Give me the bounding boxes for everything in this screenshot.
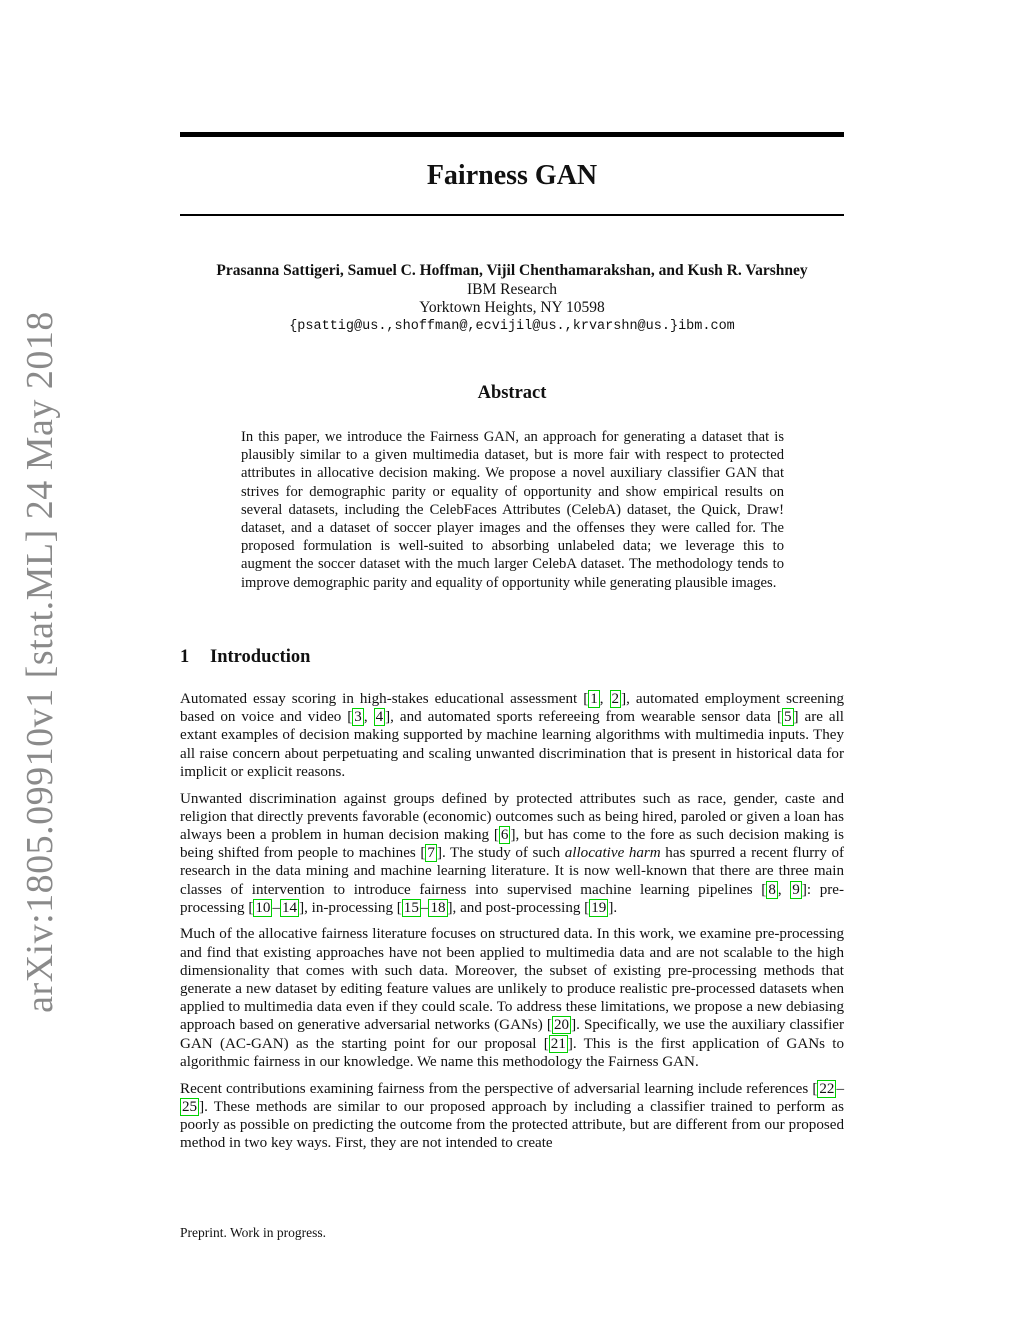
text-run: ] are all extant examples of decision making supported by machine learning algorithms with multimedia inputs. They all raise concern about perpetuating and scaling unwanted discrimination that is present in historical data for implicit or explicit reasons. xyxy=(180,709,844,780)
paper-title: Fairness GAN xyxy=(426,160,598,191)
title-rule-top xyxy=(180,132,844,137)
abstract-text: In this paper, we introduce the Fairness GAN, an approach for generating a dataset that is plausibly similar to a given multimedia dataset, but is more fair with respect to protected attributes in allocative decision making. We propose a novel auxiliary classifier GAN that strives for demographic parity or equality of opportunity and show empirical results on several datasets, including the CelebFaces Attributes (CelebA) dataset, the Quick, Draw! dataset, and a dataset of soccer player images and the offenses they were called for. The proposed formulation is well-suited to absorbing unlabeled data; we leverage this to augment the soccer dataset with the much larger CelebA dataset. The methodology tends to improve demographic parity and equality of opportunity while generating plausible images. xyxy=(241,429,784,591)
citation-link[interactable]: 3 xyxy=(354,709,362,726)
citation-link[interactable]: 14 xyxy=(282,899,298,916)
citation-link[interactable]: 25 xyxy=(182,1098,198,1115)
paragraph-4 xyxy=(180,1080,844,1153)
text-run: Much of the allocative fairness literature focuses on structured data. In this work, we examine pre-processing and find that existing approaches have not been applied to multimedia data and are not scalable to the high dimensionality that comes with such data. Moreover, the subset of existing pre-processing methods that generate a new dataset by editing feature values are unlikely to produce realistic pre-processed datasets when applied to multimedia data even if they could scale. To address these limitations, we propose a new debiasing approach based on generative adversarial networks (GANs) [ xyxy=(180,926,844,1034)
author-affiliation: IBM Research xyxy=(467,280,557,298)
citation-link[interactable]: 5 xyxy=(783,709,792,726)
text-run: – xyxy=(836,1080,844,1097)
footer-note: Preprint. Work in progress. xyxy=(180,1225,327,1240)
arxiv-identifier-text: arXiv:1805.09910v1 [stat.ML] 24 May 2018 xyxy=(19,311,61,1013)
paragraph-3 xyxy=(180,925,844,1071)
paragraph-2 xyxy=(180,790,844,917)
paragraph-1 xyxy=(180,690,844,781)
abstract-heading: Abstract xyxy=(477,383,547,403)
title-rule-bottom xyxy=(180,214,844,216)
text-run: ], and post-processing [ xyxy=(447,899,590,916)
citation-link[interactable]: 7 xyxy=(427,845,435,862)
citation-link[interactable]: 20 xyxy=(553,1017,570,1034)
citation-link[interactable]: 10 xyxy=(255,899,271,916)
text-run: ]: pre-processing [ xyxy=(180,881,844,916)
section-number: 1 xyxy=(180,647,190,667)
citation-link[interactable]: 15 xyxy=(403,899,419,916)
emphasis-allocative-harm: allocative harm xyxy=(564,845,661,862)
text-run: , xyxy=(599,691,610,707)
citation-link[interactable]: 2 xyxy=(611,691,620,707)
author-address: Yorktown Heights, NY 10598 xyxy=(419,299,605,316)
citation-link[interactable]: 9 xyxy=(792,881,800,898)
citation-link[interactable]: 22 xyxy=(819,1080,835,1097)
text-run: ]. The study of such xyxy=(436,845,565,862)
text-run: ], and automated sports refereeing from wearable sensor data [ xyxy=(385,709,782,726)
text-run: Recent contributions examining fairness from the perspective of adversarial learning include references [ xyxy=(180,1080,818,1097)
text-run: ]. Specifically, we use the auxiliary classifier GAN (AC-GAN) as the starting point for our proposal [ xyxy=(180,1017,845,1052)
text-run: Automated essay scoring in high-stakes educational assessment [ xyxy=(180,691,589,707)
text-run: ]. This is the first application of GANs to algorithmic fairness in our knowledge. We name this methodology the Fairness GAN. xyxy=(180,1035,845,1070)
text-run: ]. These methods are similar to our proposed approach by including a classifier trained to perform as poorly as possible on predicting the outcome from the protected attribute, but are different from our proposed method in two key ways. First, they are not intended to create xyxy=(180,1098,844,1152)
citation-link[interactable]: 19 xyxy=(591,899,607,916)
text-run: , xyxy=(777,881,791,898)
text-run: , xyxy=(363,709,374,726)
author-block xyxy=(180,262,844,336)
author-names: Prasanna Sattigeri, Samuel C. Hoffman, Vijil Chenthamarakshan, and Kush R. Varshney xyxy=(216,262,808,279)
citation-link[interactable]: 8 xyxy=(768,881,776,898)
text-run: ], in-processing [ xyxy=(299,899,402,916)
text-run: – xyxy=(272,899,280,916)
text-run: Unwanted discrimination against groups defined by protected attributes such as race, gender, caste and religion that directly prevents favorable (economic) outcomes such as being hired, paroled or given a loan has always been a problem in human decision making [ xyxy=(180,790,844,843)
citation-link[interactable]: 21 xyxy=(550,1035,566,1052)
section-title: Introduction xyxy=(210,647,311,667)
citation-link[interactable]: 18 xyxy=(430,899,446,916)
text-run: ]. xyxy=(608,899,618,916)
introduction-body xyxy=(180,690,844,1161)
text-run: ], but has come to the fore as such decision making is being shifted from people to machines [ xyxy=(180,826,845,862)
citation-link[interactable]: 1 xyxy=(590,691,598,707)
text-run: – xyxy=(420,899,429,916)
section-heading-introduction xyxy=(180,647,310,668)
author-emails: {psattig@us.,shoffman@,ecvijil@us.,krvarshn@us.}ibm.com xyxy=(289,318,735,334)
text-run: ], automated employment screening based on voice and video [ xyxy=(180,691,844,726)
citation-link[interactable]: 4 xyxy=(375,709,384,726)
text-run: has spurred a recent flurry of research in the data mining and machine learning literature. It is now well-known that there are three main classes of intervention to introduce fairness into supervised machine learning pipelines [ xyxy=(180,845,845,898)
citation-link[interactable]: 6 xyxy=(500,826,509,843)
